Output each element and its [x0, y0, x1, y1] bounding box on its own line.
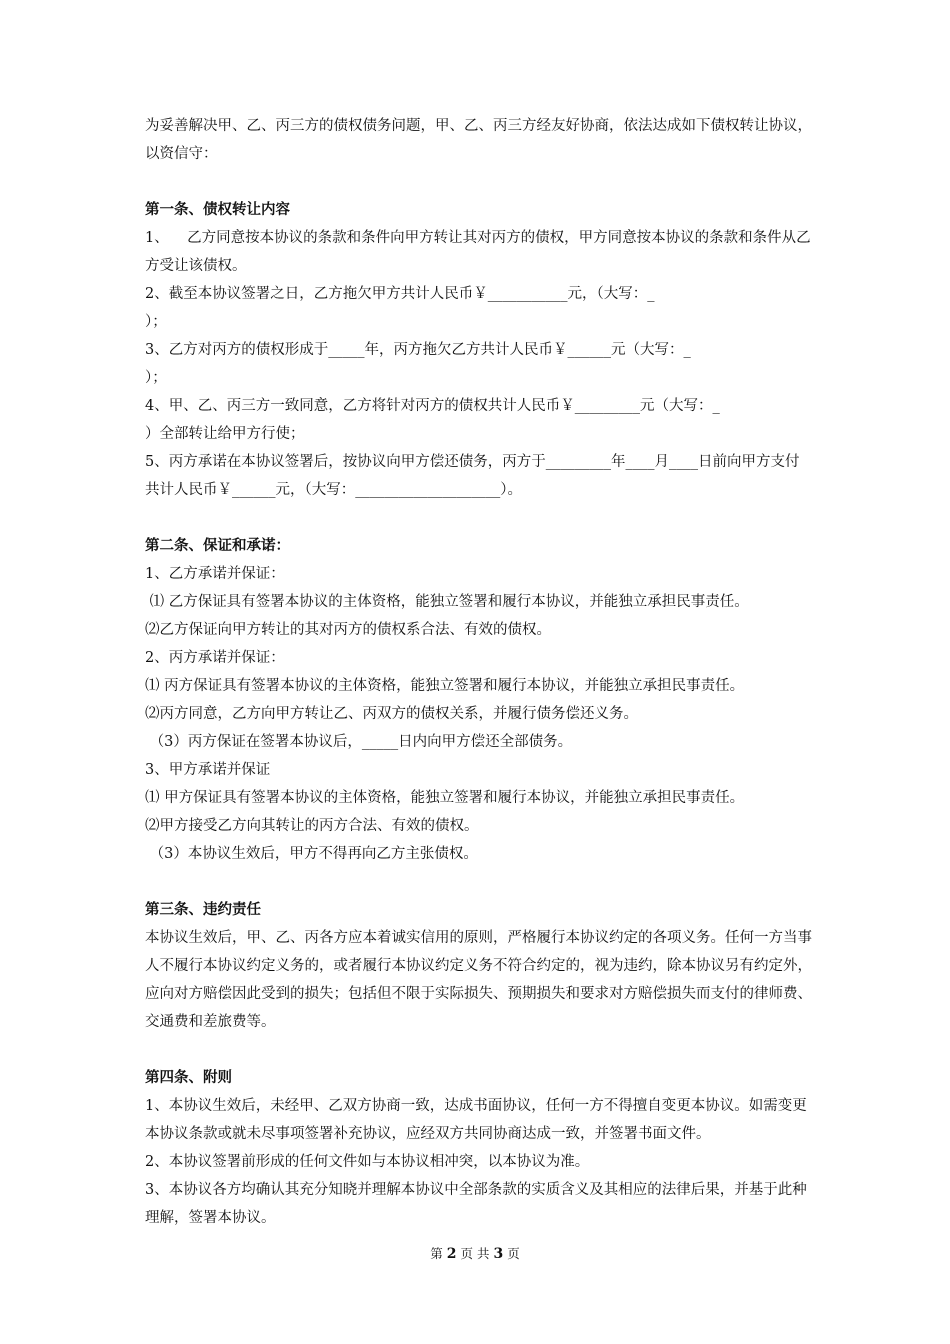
article-2-item: ⑵丙方同意，乙方向甲方转让乙、丙双方的债权关系，并履行债务偿还义务。 [145, 706, 638, 722]
article-1-item: 2、截至本协议签署之日，乙方拖欠甲方共计人民币￥___________元，（大写：_ [145, 286, 655, 302]
footer-middle: 页 共 [460, 1246, 490, 1261]
page-footer [0, 1244, 950, 1262]
footer-suffix: 页 [507, 1246, 520, 1261]
document-page [145, 112, 813, 1232]
article-3-title: 第三条、违约责任 [145, 902, 261, 918]
article-1-item: 3、乙方对丙方的债权形成于_____年，丙方拖欠乙方共计人民币￥______元（大写：_ [145, 342, 691, 358]
article-1-item: 4、甲、乙、丙三方一致同意，乙方将针对丙方的债权共计人民币￥_________元（大写：_ [145, 398, 720, 414]
article-2-item: ⑴ 乙方保证具有签署本协议的主体资格，能独立签署和履行本协议，并能独立承担民事责任。 [145, 594, 749, 610]
article-3-body: 本协议生效后，甲、乙、丙各方应本着诚实信用的原则，严格履行本协议约定的各项义务。任何一方当事人不履行本协议约定义务的，或者履行本协议约定义务不符合约定的，视为违约，除本协议另有约定外，应向对方赔偿因此受到的损失；包括但不限于实际损失、预期损失和要求对方赔偿损失而支付的律师费、交通费和差旅费等。 [145, 930, 812, 1030]
article-2-title: 第二条、保证和承诺： [145, 538, 290, 554]
article-4-title: 第四条、附则 [145, 1070, 232, 1086]
article-1-item: 5、丙方承诺在本协议签署后，按协议向甲方偿还债务，丙方于_________年____月____日前向甲方支付共计人民币￥______元，（大写：____________________）。 [145, 454, 800, 498]
current-page-number: 2 [446, 1246, 457, 1262]
intro-paragraph: 为妥善解决甲、乙、丙三方的债权债务问题，甲、乙、丙三方经友好协商，依法达成如下债权转让协议，以资信守： [145, 118, 812, 162]
footer-prefix: 第 [430, 1246, 443, 1261]
article-2-item: （3）本协议生效后，甲方不得再向乙方主张债权。 [145, 846, 478, 862]
article-2-item: （3）丙方保证在签署本协议后，_____日内向甲方偿还全部债务。 [145, 734, 573, 750]
article-4-item: 1、本协议生效后，未经甲、乙双方协商一致，达成书面协议，任何一方不得擅自变更本协议。如需变更本协议条款或就未尽事项签署补充协议，应经双方共同协商达成一致，并签署书面文件。 [145, 1098, 807, 1142]
article-2-item: ⑵甲方接受乙方向其转让的丙方合法、有效的债权。 [145, 818, 479, 834]
article-2-item: ⑴ 甲方保证具有签署本协议的主体资格，能独立签署和履行本协议，并能独立承担民事责任。 [145, 790, 745, 806]
article-1-item: ）； [145, 314, 167, 330]
article-2-item: 2、丙方承诺并保证： [145, 650, 285, 666]
article-1-item: 1、 乙方同意按本协议的条款和条件向甲方转让其对丙方的债权，甲方同意按本协议的条款和条件从乙方受让该债权。 [145, 230, 811, 274]
article-1-title: 第一条、债权转让内容 [145, 202, 290, 218]
article-1-item: ）； [145, 370, 167, 386]
article-2-item: 3、甲方承诺并保证 [145, 762, 271, 778]
article-2-item: ⑴ 丙方保证具有签署本协议的主体资格，能独立签署和履行本协议，并能独立承担民事责任。 [145, 678, 745, 694]
article-4-item: 2、本协议签署前形成的任何文件如与本协议相冲突，以本协议为准。 [145, 1154, 590, 1170]
article-2-item: ⑵乙方保证向甲方转让的其对丙方的债权系合法、有效的债权。 [145, 622, 551, 638]
total-page-number: 3 [493, 1246, 504, 1262]
article-2-item: 1、乙方承诺并保证： [145, 566, 285, 582]
article-1-item: ）全部转让给甲方行使； [145, 426, 305, 442]
article-4-item: 3、本协议各方均确认其充分知晓并理解本协议中全部条款的实质含义及其相应的法律后果，并基于此种理解，签署本协议。 [145, 1182, 807, 1226]
